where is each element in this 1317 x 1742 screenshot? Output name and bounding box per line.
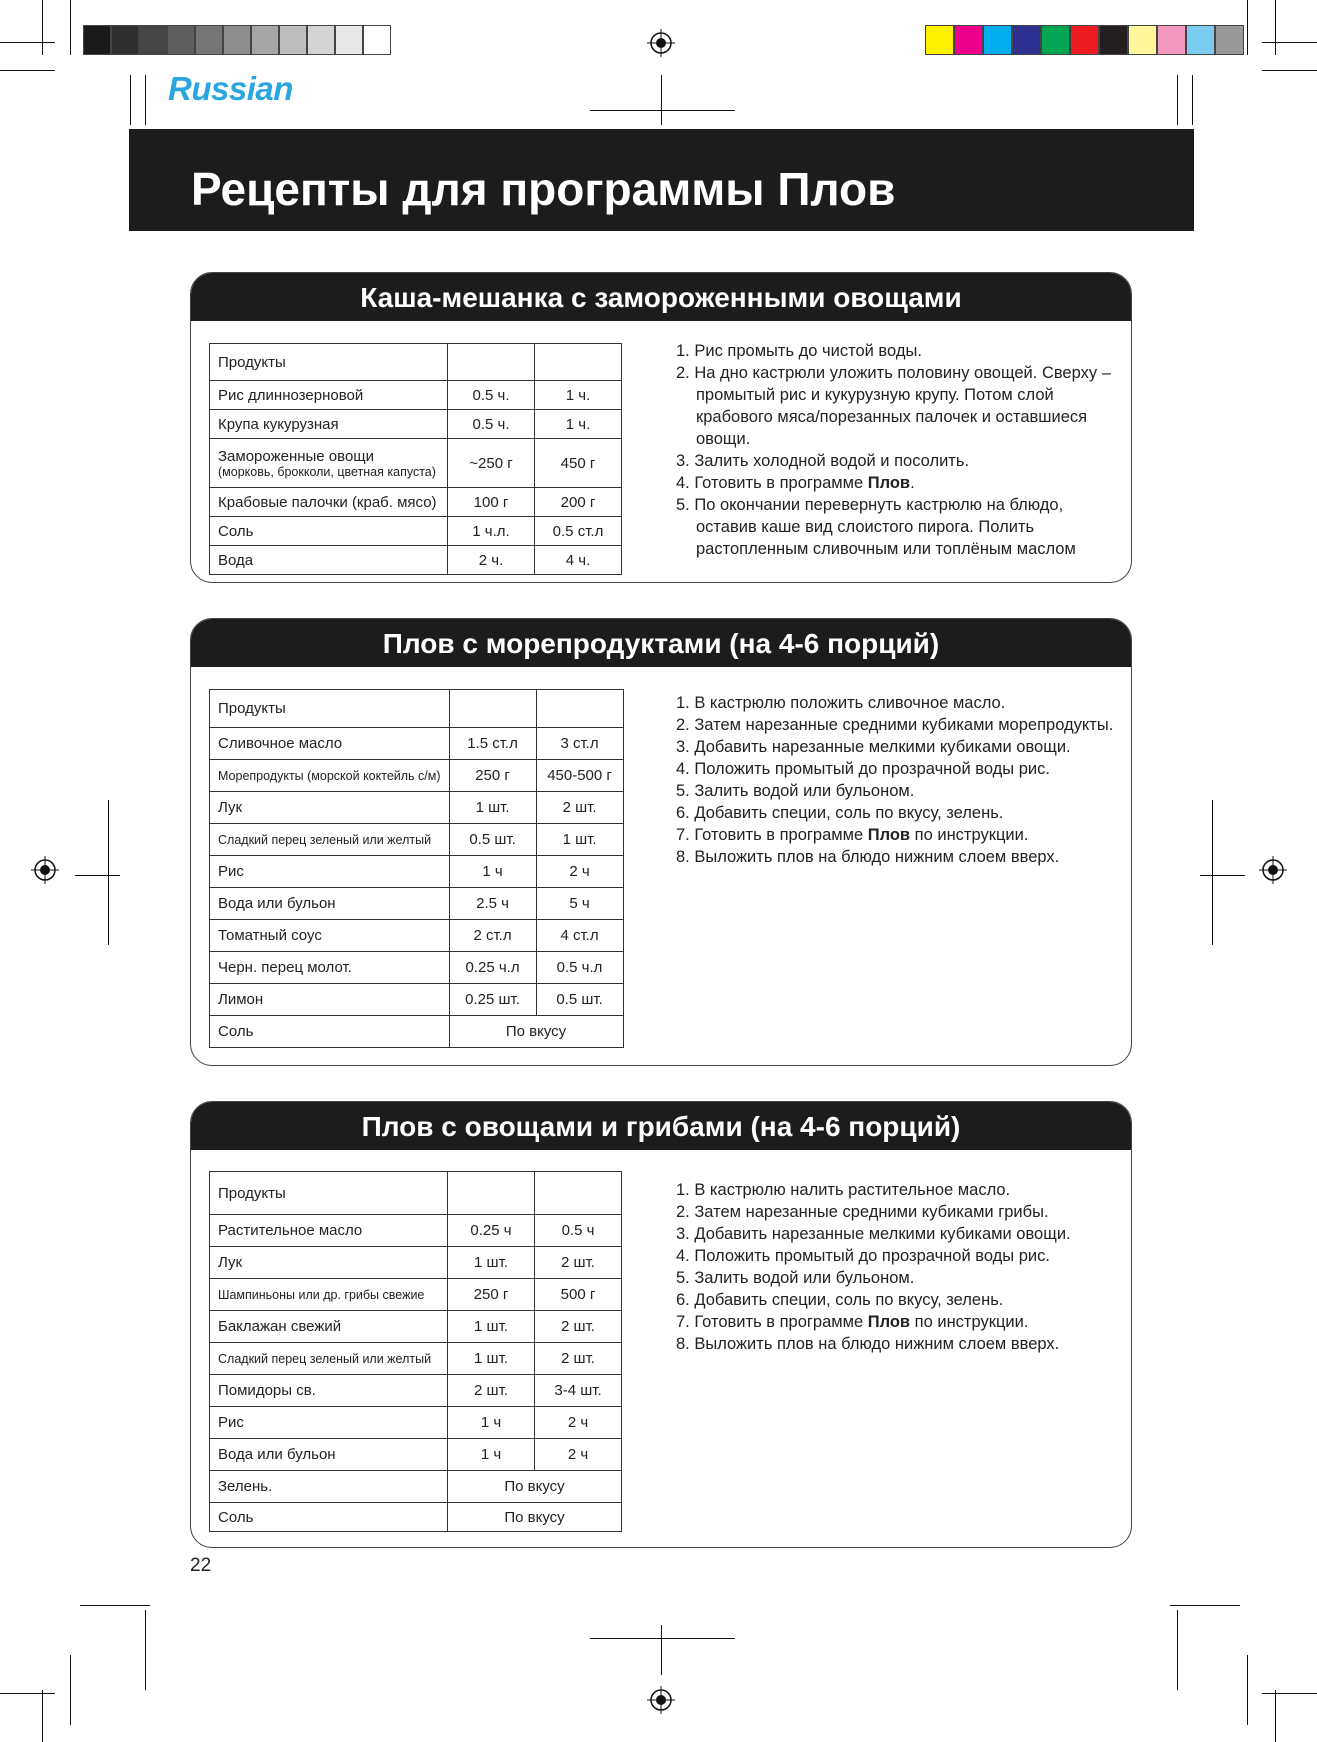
instruction-step: 2. На дно кастрюли уложить половину овощей. Сверху – промытый рис и кукурузную крупу. Потом слой крабового мяса/порезанных палочек и оставшиеся овощи. bbox=[676, 364, 1111, 448]
page-title: Рецепты для программы Плов bbox=[191, 163, 896, 215]
instruction-step: 4. Готовить в программе Плов. bbox=[676, 474, 915, 492]
instruction-step: 7. Готовить в программе Плов по инструкции. bbox=[676, 1313, 1029, 1331]
recipe-title: Плов с морепродуктами (на 4-6 порций) bbox=[191, 619, 1131, 667]
instruction-step: 1. В кастрюлю положить сливочное масло. bbox=[676, 694, 1006, 712]
table-row: Лук 1 шт. 2 шт. bbox=[210, 1247, 622, 1279]
page-title-bar bbox=[129, 129, 1194, 231]
table-row: Лимон 0.25 шт. 0.5 шт. bbox=[210, 984, 624, 1016]
registration-mark-right bbox=[1259, 856, 1287, 884]
color-swatch bbox=[307, 25, 335, 55]
color-swatch bbox=[1070, 25, 1099, 55]
instruction-step: 8. Выложить плов на блюдо нижним слоем вверх. bbox=[676, 848, 1060, 866]
color-swatch bbox=[279, 25, 307, 55]
instructions-list bbox=[676, 692, 1116, 868]
color-swatch bbox=[167, 25, 195, 55]
table-row: Вода или бульон 2.5 ч 5 ч bbox=[210, 888, 624, 920]
table-row: Рис длиннозерновой 0.5 ч. 1 ч. bbox=[210, 381, 622, 410]
color-swatch bbox=[335, 25, 363, 55]
instruction-step: 3. Залить холодной водой и посолить. bbox=[676, 452, 970, 470]
table-row: Растительное масло 0.25 ч 0.5 ч bbox=[210, 1215, 622, 1247]
table-row: Крупа кукурузная 0.5 ч. 1 ч. bbox=[210, 410, 622, 439]
table-row: Черн. перец молот. 0.25 ч.л 0.5 ч.л bbox=[210, 952, 624, 984]
instructions-list bbox=[676, 340, 1116, 560]
color-swatch bbox=[83, 25, 111, 55]
table-row: Сладкий перец зеленый или желтый 0.5 шт. 1 шт. bbox=[210, 824, 624, 856]
instruction-step: 4. Положить промытый до прозрачной воды рис. bbox=[676, 760, 1050, 778]
instruction-step: 2. Затем нарезанные средними кубиками грибы. bbox=[676, 1203, 1049, 1221]
color-swatch bbox=[1041, 25, 1070, 55]
table-row: Сливочное масло 1.5 ст.л 3 ст.л bbox=[210, 728, 624, 760]
table-row: Вода 2 ч. 4 ч. bbox=[210, 546, 622, 575]
color-swatch bbox=[925, 25, 954, 55]
table-row: Соль По вкусу bbox=[210, 1016, 624, 1048]
table-row: Соль 1 ч.л. 0.5 ст.л bbox=[210, 517, 622, 546]
color-swatch bbox=[363, 25, 391, 55]
table-row: Крабовые палочки (краб. мясо) 100 г 200 г bbox=[210, 488, 622, 517]
table-row: Баклажан свежий 1 шт. 2 шт. bbox=[210, 1311, 622, 1343]
header-products: Продукты bbox=[210, 690, 450, 728]
table-row: Соль По вкусу bbox=[210, 1503, 622, 1532]
table-row: Рис 1 ч 2 ч bbox=[210, 1407, 622, 1439]
instruction-step: 4. Положить промытый до прозрачной воды рис. bbox=[676, 1247, 1050, 1265]
table-row: Помидоры св. 2 шт. 3-4 шт. bbox=[210, 1375, 622, 1407]
ingredients-table bbox=[209, 343, 622, 575]
table-row: Лук 1 шт. 2 шт. bbox=[210, 792, 624, 824]
recipe-title: Плов с овощами и грибами (на 4-6 порций) bbox=[191, 1102, 1131, 1150]
header-products: Продукты bbox=[210, 344, 448, 381]
instruction-step: 6. Добавить специи, соль по вкусу, зелень. bbox=[676, 804, 1004, 822]
instruction-step: 5. По окончании перевернуть кастрюлю на блюдо, оставив каше вид слоистого пирога. Полить растопленным сливочным или топлёным маслом bbox=[676, 496, 1076, 558]
color-swatch bbox=[1012, 25, 1041, 55]
table-row: Сладкий перец зеленый или желтый 1 шт. 2 шт. bbox=[210, 1343, 622, 1375]
header-products: Продукты bbox=[210, 1172, 448, 1215]
instruction-step: 5. Залить водой или бульоном. bbox=[676, 782, 915, 800]
color-swatch bbox=[251, 25, 279, 55]
color-swatch bbox=[954, 25, 983, 55]
ingredients-table bbox=[209, 1171, 622, 1532]
instruction-step: 5. Залить водой или бульоном. bbox=[676, 1269, 915, 1287]
instruction-step: 6. Добавить специи, соль по вкусу, зелень. bbox=[676, 1291, 1004, 1309]
table-row: Замороженные овощи (морковь, брокколи, цветная капуста) ~250 г 450 г bbox=[210, 439, 622, 488]
table-header-row bbox=[210, 690, 624, 728]
registration-mark-bottom bbox=[647, 1686, 675, 1714]
instruction-step: 1. Рис промыть до чистой воды. bbox=[676, 342, 922, 360]
color-swatch bbox=[983, 25, 1012, 55]
recipe-title: Каша-мешанка с замороженными овощами bbox=[191, 273, 1131, 321]
color-swatch bbox=[223, 25, 251, 55]
instruction-step: 2. Затем нарезанные средними кубиками морепродукты. bbox=[676, 716, 1114, 734]
color-swatch bbox=[1128, 25, 1157, 55]
color-swatch bbox=[195, 25, 223, 55]
color-swatch bbox=[1099, 25, 1128, 55]
color-swatch bbox=[1157, 25, 1186, 55]
registration-mark-top bbox=[647, 29, 675, 57]
instruction-step: 3. Добавить нарезанные мелкими кубиками овощи. bbox=[676, 738, 1071, 756]
table-row: Вода или бульон 1 ч 2 ч bbox=[210, 1439, 622, 1471]
table-row: Зелень. По вкусу bbox=[210, 1471, 622, 1503]
color-swatch bbox=[111, 25, 139, 55]
table-row: Шампиньоны или др. грибы свежие 250 г 500 г bbox=[210, 1279, 622, 1311]
instruction-step: 8. Выложить плов на блюдо нижним слоем вверх. bbox=[676, 1335, 1060, 1353]
instruction-step: 7. Готовить в программе Плов по инструкции. bbox=[676, 826, 1029, 844]
instructions-list bbox=[676, 1179, 1116, 1355]
table-header-row bbox=[210, 344, 622, 381]
instruction-step: 3. Добавить нарезанные мелкими кубиками овощи. bbox=[676, 1225, 1071, 1243]
ingredients-table bbox=[209, 689, 624, 1048]
recipe-card-3 bbox=[190, 1101, 1132, 1548]
recipe-card-1 bbox=[190, 272, 1132, 583]
table-header-row bbox=[210, 1172, 622, 1215]
color-swatch bbox=[139, 25, 167, 55]
instruction-step: 1. В кастрюлю налить растительное масло. bbox=[676, 1181, 1011, 1199]
color-swatch bbox=[1215, 25, 1244, 55]
table-row: Морепродукты (морской коктейль с/м) 250 г 450-500 г bbox=[210, 760, 624, 792]
table-row: Томатный соус 2 ст.л 4 ст.л bbox=[210, 920, 624, 952]
recipe-card-2 bbox=[190, 618, 1132, 1066]
language-label: Russian bbox=[168, 70, 293, 107]
registration-mark-left bbox=[31, 856, 59, 884]
table-row: Рис 1 ч 2 ч bbox=[210, 856, 624, 888]
page-number: 22 bbox=[190, 1555, 212, 1576]
color-swatch bbox=[1186, 25, 1215, 55]
